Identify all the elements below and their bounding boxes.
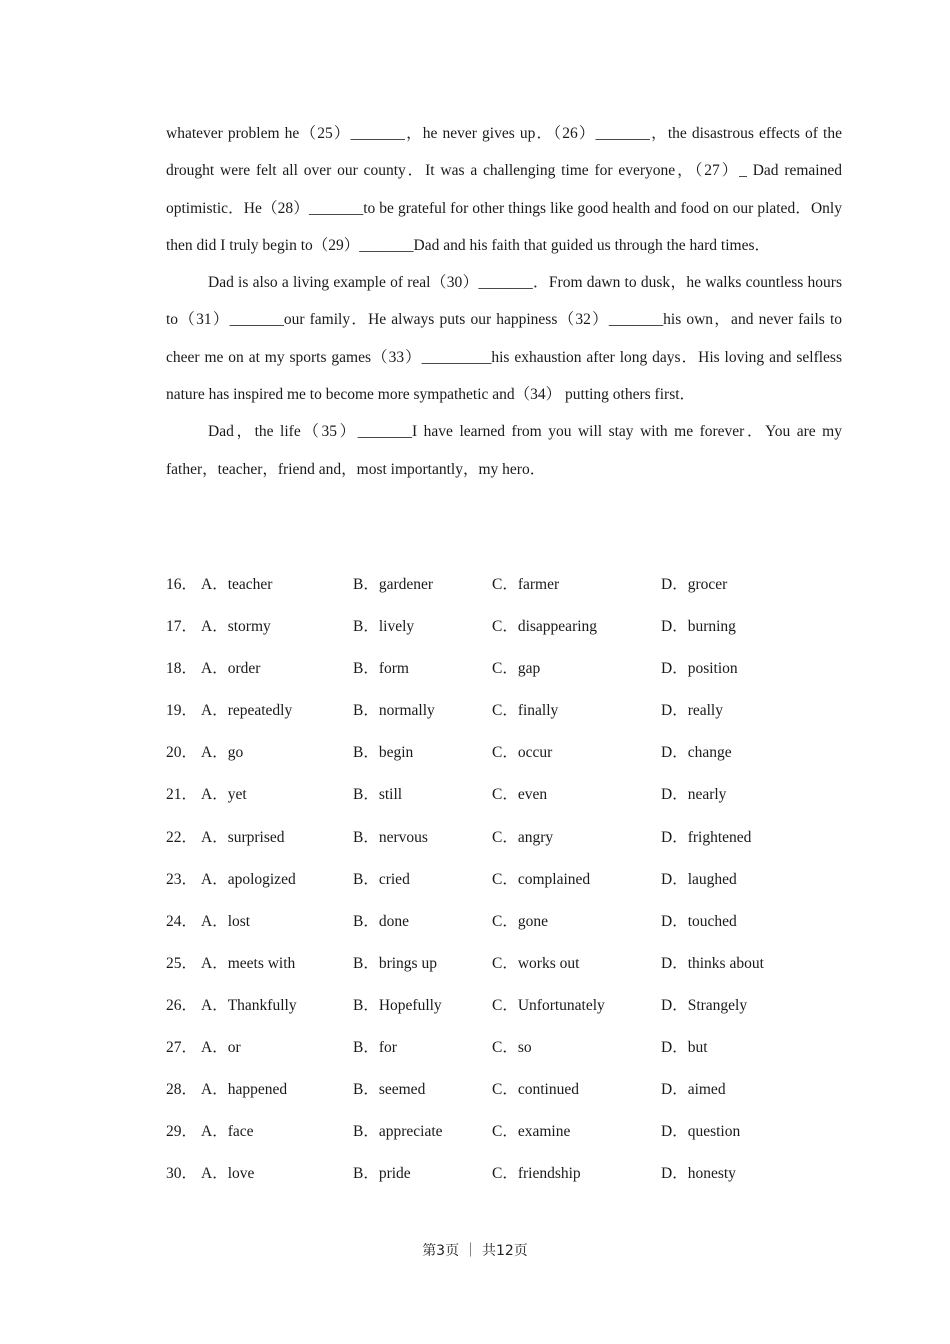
option-d: D．really	[661, 702, 723, 720]
option-a: A．go	[201, 744, 244, 762]
option-b: B．normally	[353, 702, 435, 720]
question-number: 21．	[166, 786, 198, 804]
option-b: B．form	[353, 660, 409, 678]
option-c: C．disappearing	[492, 618, 598, 636]
option-b: B．lively	[353, 618, 415, 636]
option-a: A．face	[201, 1123, 254, 1141]
question-row	[166, 817, 842, 859]
question-number: 28．	[166, 1081, 198, 1099]
option-b: B．begin	[353, 744, 414, 762]
option-a: A．teacher	[201, 576, 273, 593]
option-c: C．even	[492, 786, 548, 804]
option-c: C．complained	[492, 870, 591, 888]
option-c: C．finally	[492, 702, 559, 720]
question-number: 16．	[166, 576, 198, 593]
option-a: A．order	[201, 660, 261, 678]
question-number: 25．	[166, 954, 198, 972]
option-b: B．gardener	[353, 576, 434, 593]
question-row	[166, 690, 842, 732]
option-c: C．gone	[492, 912, 548, 930]
question-row	[166, 985, 842, 1027]
question-row	[166, 859, 842, 901]
option-d: D．grocer	[661, 576, 728, 593]
question-row	[166, 1027, 842, 1069]
option-c: C．Unfortunately	[492, 996, 605, 1014]
option-d: D．question	[661, 1123, 741, 1141]
question-options-list	[166, 564, 842, 1195]
option-d: D．thinks about	[661, 954, 764, 972]
option-c: C．occur	[492, 744, 553, 762]
passage-paragraph-1: whatever problem he（25）_______，he never gives up．（26）_______，the disastrous effects of the drought were felt all over our county．It was a challenging time for everyone，（27）_ Dad remained optimistic．He（28）_______to be grateful for other things like good health and food on our plated．Only then did I truly begin to（29）_______Dad and his faith that guided us through the hard times．	[166, 125, 842, 254]
option-a: A．happened	[201, 1081, 288, 1099]
option-d: D．change	[661, 744, 732, 762]
option-a: A．repeatedly	[201, 702, 293, 720]
option-a: A．meets with	[201, 954, 296, 972]
option-a: A．Thankfully	[201, 996, 297, 1014]
option-a: A．love	[201, 1165, 255, 1183]
option-a: A．yet	[201, 786, 247, 804]
question-row	[166, 1069, 842, 1111]
option-d: D．laughed	[661, 870, 737, 888]
option-b: B．pride	[353, 1165, 411, 1183]
option-b: B．cried	[353, 870, 410, 888]
option-b: B．still	[353, 786, 403, 804]
question-number: 18．	[166, 660, 198, 678]
passage	[166, 115, 842, 488]
question-row	[166, 774, 842, 816]
option-d: D．nearly	[661, 786, 727, 804]
option-d: D．Strangely	[661, 996, 748, 1014]
option-c: C．friendship	[492, 1165, 581, 1183]
question-row	[166, 901, 842, 943]
option-d: D．honesty	[661, 1165, 736, 1183]
option-b: B．Hopefully	[353, 996, 442, 1014]
question-row	[166, 1111, 842, 1153]
option-b: B．nervous	[353, 828, 428, 846]
option-c: C．farmer	[492, 576, 560, 593]
passage-paragraph-2: Dad is also a living example of real（30）_______．From dawn to dusk，he walks countless hours to（31）_______our family．He always puts our happiness（32）_______his own，and never fails to cheer me on at my sports games（33）_________his exhaustion after long days．His loving and selfless nature has inspired me to become more sympathetic and（34） putting others first．	[166, 274, 842, 404]
question-number: 23．	[166, 870, 198, 888]
question-number: 24．	[166, 912, 198, 930]
option-a: A．apologized	[201, 870, 296, 888]
question-number: 20．	[166, 744, 198, 762]
option-c: C．works out	[492, 954, 580, 972]
option-d: D．frightened	[661, 828, 752, 846]
option-a: A．surprised	[201, 828, 285, 846]
option-d: D．burning	[661, 618, 736, 636]
question-number: 19．	[166, 702, 198, 720]
question-row	[166, 648, 842, 690]
question-number: 17．	[166, 618, 198, 636]
option-c: C．examine	[492, 1123, 571, 1141]
option-b: B．appreciate	[353, 1123, 443, 1141]
question-row	[166, 564, 842, 606]
question-number: 27．	[166, 1039, 198, 1057]
option-b: B．seemed	[353, 1081, 426, 1099]
option-d: D．aimed	[661, 1081, 726, 1099]
passage-paragraph-3: Dad，the life（35）_______I have learned from you will stay with me forever．You are my father，teacher，friend and，most importantly，my hero．	[166, 423, 842, 478]
option-b: B．for	[353, 1039, 397, 1057]
question-row	[166, 943, 842, 985]
option-c: C．so	[492, 1039, 532, 1057]
option-a: A．stormy	[201, 618, 271, 636]
option-c: C．angry	[492, 828, 554, 846]
question-number: 22．	[166, 828, 198, 846]
option-d: D．position	[661, 660, 738, 678]
option-b: B．brings up	[353, 954, 437, 972]
option-a: A．lost	[201, 912, 251, 930]
option-c: C．continued	[492, 1081, 579, 1099]
question-number: 30．	[166, 1165, 198, 1183]
page-footer: 第3页 ｜ 共12页	[422, 1243, 528, 1259]
question-row	[166, 606, 842, 648]
option-a: A．or	[201, 1039, 241, 1057]
question-row	[166, 732, 842, 774]
option-d: D．but	[661, 1039, 708, 1057]
option-c: C．gap	[492, 660, 541, 678]
question-row	[166, 1153, 842, 1195]
option-d: D．touched	[661, 912, 737, 930]
question-number: 26．	[166, 996, 198, 1014]
question-number: 29．	[166, 1123, 198, 1141]
option-b: B．done	[353, 912, 409, 930]
